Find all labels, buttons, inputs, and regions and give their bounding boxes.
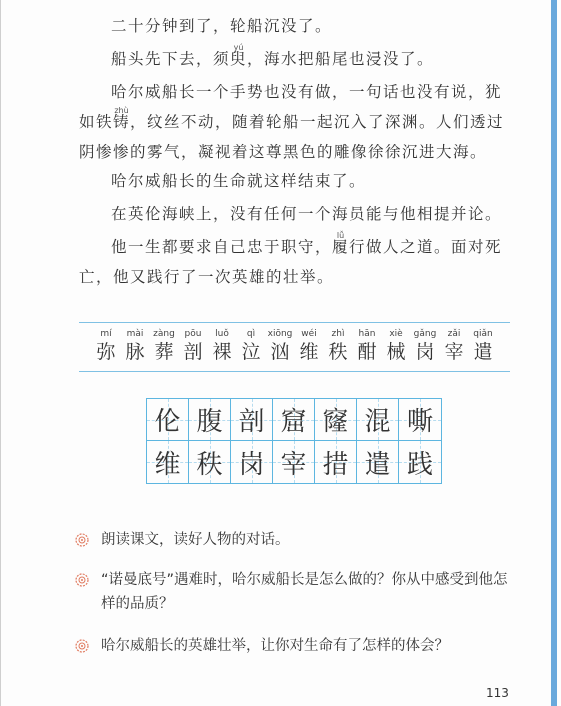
vocab-item bbox=[410, 323, 440, 364]
character: 臾 bbox=[230, 50, 248, 68]
paragraph bbox=[79, 231, 514, 287]
vocab-character: 维 bbox=[299, 341, 319, 363]
vocab-character: 弥 bbox=[96, 341, 116, 363]
vocab-item bbox=[381, 323, 411, 364]
grid-character: 混 bbox=[364, 407, 391, 437]
paragraph bbox=[79, 43, 514, 69]
grid-character: 践 bbox=[406, 449, 433, 480]
text-run: 哈尔威船长的生命就这样结束了。 bbox=[111, 172, 367, 190]
text-run: 他一生都要求自己忠于职守， bbox=[111, 238, 333, 256]
vocab-item bbox=[323, 323, 353, 364]
vocab-character: 酣 bbox=[357, 341, 377, 363]
text-line bbox=[79, 106, 514, 132]
grid-cell bbox=[357, 441, 399, 483]
vocab-pinyin: mài bbox=[126, 329, 144, 339]
writing-characters-grid bbox=[146, 398, 442, 484]
paragraph bbox=[79, 171, 514, 191]
paragraph bbox=[79, 82, 514, 162]
grid-character: 嘶 bbox=[406, 407, 433, 437]
vocab-pinyin: hān bbox=[358, 329, 376, 339]
grid-cell bbox=[231, 441, 273, 483]
text-run: 在英伦海峡上，没有任何一个海员能与他相提并论。 bbox=[111, 205, 503, 223]
text-run: 二十分钟到了，轮船沉没了。 bbox=[111, 17, 333, 35]
text-line bbox=[79, 231, 514, 257]
question-text: “诺曼底号”遇难时，哈尔威船长是怎么做的？你从中感受到他怎样的品质？ bbox=[101, 572, 508, 612]
text-line bbox=[79, 82, 514, 102]
text-line bbox=[79, 142, 514, 162]
vocab-pinyin: xiè bbox=[389, 329, 403, 339]
vocab-item bbox=[352, 323, 382, 364]
grid-cell bbox=[399, 441, 441, 483]
vocab-item bbox=[207, 323, 237, 364]
paragraph bbox=[79, 16, 514, 36]
grid-character: 宰 bbox=[280, 449, 307, 480]
grid-character: 伦 bbox=[154, 407, 181, 437]
grid-cell bbox=[189, 399, 231, 441]
vocab-item bbox=[120, 323, 150, 364]
vocab-character: 葬 bbox=[154, 341, 174, 363]
vocab-pinyin: luǒ bbox=[215, 329, 229, 339]
grid-cell bbox=[189, 441, 231, 483]
question-item bbox=[75, 568, 521, 616]
grid-cell bbox=[357, 399, 399, 441]
vocab-character: 汹 bbox=[270, 341, 290, 363]
page-right-margin bbox=[557, 0, 561, 706]
grid-character: 维 bbox=[154, 449, 181, 480]
vocab-pinyin: zǎi bbox=[447, 329, 461, 339]
grid-character: 窿 bbox=[322, 407, 349, 437]
character: 履 bbox=[332, 238, 350, 256]
question-text: 哈尔威船长的英雄壮举，让你对生命有了怎样的体会？ bbox=[101, 638, 449, 654]
vocab-pinyin: gǎng bbox=[413, 329, 437, 339]
grid-character: 措 bbox=[322, 449, 349, 480]
grid-cell bbox=[315, 399, 357, 441]
grid-character: 腹 bbox=[196, 407, 223, 437]
vocab-character: 宰 bbox=[444, 341, 464, 363]
flower-bullet-icon bbox=[75, 573, 89, 587]
paragraph bbox=[79, 204, 514, 224]
annotated-character bbox=[113, 106, 131, 132]
text-run: 行做人之道。面对死 bbox=[349, 238, 503, 256]
grid-cell bbox=[231, 399, 273, 441]
grid-cell bbox=[273, 399, 315, 441]
vocab-item bbox=[439, 323, 469, 364]
vocab-item bbox=[294, 323, 324, 364]
flower-bullet-icon bbox=[75, 533, 89, 547]
character: 铸 bbox=[113, 113, 131, 131]
vocab-item bbox=[265, 323, 295, 364]
page-number: 113 bbox=[486, 686, 509, 700]
text-run: 如铁 bbox=[79, 113, 114, 131]
vocab-character: 裸 bbox=[212, 341, 232, 363]
grid-cell bbox=[399, 399, 441, 441]
grid-cell bbox=[273, 441, 315, 483]
text-line bbox=[79, 204, 514, 224]
vocab-pinyin: zhì bbox=[331, 329, 345, 339]
vocab-item bbox=[236, 323, 266, 364]
vocab-pinyin: zàng bbox=[153, 329, 175, 339]
grid-cell bbox=[147, 441, 189, 483]
pinyin: yú bbox=[233, 43, 244, 52]
vocab-pinyin: xiōng bbox=[267, 329, 293, 339]
vocab-item bbox=[468, 323, 498, 364]
flower-bullet-icon bbox=[75, 639, 89, 653]
vocab-pinyin: pōu bbox=[184, 329, 202, 339]
pinyin: zhù bbox=[114, 106, 129, 115]
text-run: 亡，他又践行了一次英雄的壮举。 bbox=[79, 268, 335, 286]
vocab-pinyin: wéi bbox=[301, 329, 317, 339]
grid-character: 遣 bbox=[364, 449, 391, 480]
text-run: ，海水把船尾也浸没了。 bbox=[247, 50, 435, 68]
annotated-character bbox=[332, 231, 350, 257]
pinyin: lǚ bbox=[336, 231, 345, 240]
grid-character: 岗 bbox=[238, 449, 265, 480]
vocab-pinyin: mí bbox=[100, 329, 112, 339]
text-line bbox=[79, 171, 514, 191]
vocab-character: 遣 bbox=[473, 341, 493, 363]
grid-row bbox=[147, 441, 441, 483]
vocab-character: 泣 bbox=[241, 341, 261, 363]
question-item bbox=[75, 634, 521, 658]
grid-row bbox=[147, 399, 441, 441]
text-run: ，纹丝不动，随着轮船一起沉入了深渊。人们透过 bbox=[130, 113, 505, 131]
vocab-character: 剖 bbox=[183, 341, 203, 363]
vocab-character: 脉 bbox=[125, 341, 145, 363]
vocab-item bbox=[91, 323, 121, 364]
grid-cell bbox=[147, 399, 189, 441]
vocab-item bbox=[149, 323, 179, 364]
text-line bbox=[79, 267, 514, 287]
text-run: 哈尔威船长一个手势也没有做，一句话也没有说，犹 bbox=[111, 83, 503, 101]
text-line bbox=[79, 43, 514, 69]
vocab-pinyin: qì bbox=[246, 329, 256, 339]
vocab-item bbox=[178, 323, 208, 364]
grid-character: 窟 bbox=[280, 407, 307, 437]
annotated-character bbox=[230, 43, 248, 69]
text-line bbox=[79, 16, 514, 36]
grid-cell bbox=[315, 441, 357, 483]
vocab-characters-bar bbox=[79, 322, 510, 372]
text-run: 船头先下去，须 bbox=[111, 50, 231, 68]
grid-character: 剖 bbox=[238, 407, 265, 437]
page-left-edge bbox=[0, 0, 1, 706]
question-item bbox=[75, 528, 521, 552]
text-run: 阴惨惨的雾气，凝视着这尊黑色的雕像徐徐沉进大海。 bbox=[79, 143, 488, 161]
vocab-pinyin: qiǎn bbox=[473, 329, 493, 339]
grid-character: 秩 bbox=[196, 449, 223, 480]
vocab-character: 械 bbox=[386, 341, 406, 363]
question-text: 朗读课文，读好人物的对话。 bbox=[101, 532, 290, 548]
vocab-character: 岗 bbox=[415, 341, 435, 363]
vocab-character: 秩 bbox=[328, 341, 348, 363]
